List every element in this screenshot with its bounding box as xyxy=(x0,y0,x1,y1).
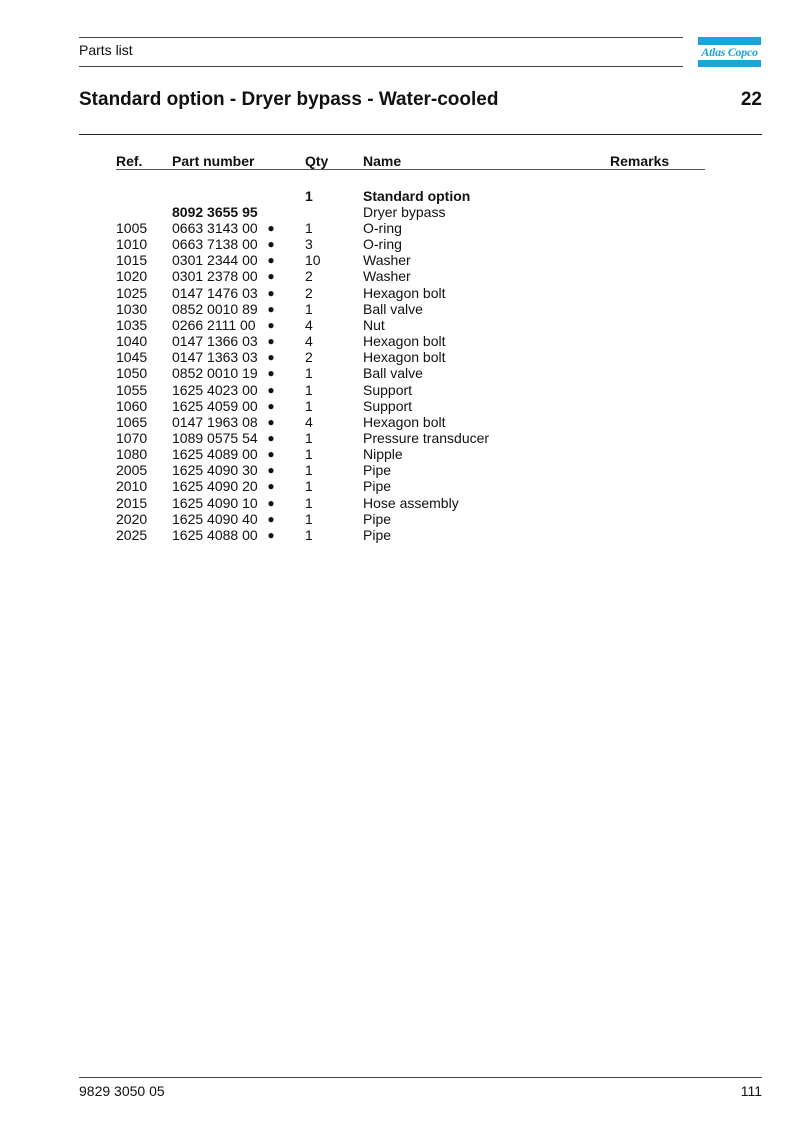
assembly-name: Dryer bypass xyxy=(363,204,446,220)
qty-cell: 4 xyxy=(305,333,313,350)
ref-cell: 1060 xyxy=(116,397,148,414)
table-row xyxy=(0,446,800,462)
ref-cell: 1030 xyxy=(116,300,148,317)
header-top-rule xyxy=(79,37,683,38)
part-number-cell: 0301 2344 00 xyxy=(172,252,258,269)
table-row xyxy=(0,414,800,430)
name-cell: O-ring xyxy=(363,220,402,236)
name-cell: Nipple xyxy=(363,446,403,463)
bullet-icon: ● xyxy=(267,527,275,542)
bullet-icon: ● xyxy=(267,317,275,332)
name-cell: Pipe xyxy=(363,526,392,543)
ref-cell: 1040 xyxy=(116,333,148,350)
part-number-cell: 0147 1963 08 xyxy=(172,413,258,430)
name-cell: Hexagon bolt xyxy=(363,349,446,366)
table-row xyxy=(0,236,800,252)
table-row xyxy=(0,252,800,268)
qty-cell: 1 xyxy=(305,510,313,527)
ref-cell: 1065 xyxy=(116,413,148,430)
name-cell: Hexagon bolt xyxy=(363,284,446,301)
footer-rule xyxy=(79,1077,762,1078)
qty-cell: 1 xyxy=(305,300,313,317)
qty-cell: 1 xyxy=(305,494,313,511)
qty-cell: 1 xyxy=(305,478,313,495)
bullet-icon: ● xyxy=(267,398,275,413)
ref-cell: 1035 xyxy=(116,316,148,333)
table-row xyxy=(0,495,800,511)
ref-cell: 2010 xyxy=(116,478,148,495)
table-row xyxy=(0,511,800,527)
qty-cell: 2 xyxy=(305,349,313,366)
name-cell: Pipe xyxy=(363,478,392,495)
qty-cell: 1 xyxy=(305,397,313,414)
part-number-cell: 1089 0575 54 xyxy=(172,429,258,446)
assembly-row xyxy=(0,204,800,220)
ref-cell: 1010 xyxy=(116,236,148,253)
ref-cell: 2005 xyxy=(116,462,148,479)
bullet-icon: ● xyxy=(267,511,275,526)
qty-cell: 3 xyxy=(305,236,313,253)
name-cell: Nut xyxy=(363,316,385,333)
table-row xyxy=(0,462,800,478)
qty-cell: 1 xyxy=(305,526,313,543)
part-number-cell: 0663 7138 00 xyxy=(172,236,258,253)
page-title: Standard option - Dryer bypass - Water-cooled xyxy=(79,89,499,110)
part-number-cell: 0663 3143 00 xyxy=(172,220,258,236)
bullet-icon: ● xyxy=(267,269,275,284)
ref-cell: 1080 xyxy=(116,446,148,463)
table-header-rule xyxy=(116,169,705,170)
table-row xyxy=(0,398,800,414)
bullet-icon: ● xyxy=(267,366,275,381)
qty-cell: 10 xyxy=(305,252,321,269)
bullet-icon: ● xyxy=(267,301,275,316)
table-row xyxy=(0,268,800,284)
table-row xyxy=(0,285,800,301)
bullet-icon: ● xyxy=(267,334,275,349)
table-row xyxy=(0,527,800,543)
column-header-part-number: Part number xyxy=(172,153,255,169)
part-number-cell: 0301 2378 00 xyxy=(172,268,258,285)
name-cell: Hexagon bolt xyxy=(363,413,446,430)
qty-cell: 1 xyxy=(305,462,313,479)
bullet-icon: ● xyxy=(267,350,275,365)
ref-cell: 1005 xyxy=(116,220,148,236)
bullet-icon: ● xyxy=(267,221,275,235)
name-cell: Ball valve xyxy=(363,365,423,382)
part-number-cell: 0147 1366 03 xyxy=(172,333,258,350)
ref-cell: 1025 xyxy=(116,284,148,301)
logo-band-bottom xyxy=(698,60,761,67)
ref-cell: 1015 xyxy=(116,252,148,269)
part-number-cell: 1625 4090 10 xyxy=(172,494,258,511)
bullet-icon: ● xyxy=(267,253,275,268)
name-cell: Support xyxy=(363,397,413,414)
column-header-ref: Ref. xyxy=(116,153,143,169)
name-cell: Ball valve xyxy=(363,300,423,317)
ref-cell: 2015 xyxy=(116,494,148,511)
ref-cell: 2025 xyxy=(116,526,148,543)
part-number-cell: 1625 4088 00 xyxy=(172,526,258,543)
name-cell: O-ring xyxy=(363,236,402,253)
bullet-icon: ● xyxy=(267,382,275,397)
assembly-part-number: 8092 3655 95 xyxy=(172,204,258,220)
part-number-cell: 1625 4090 20 xyxy=(172,478,258,495)
part-number-cell: 1625 4089 00 xyxy=(172,446,258,463)
qty-cell: 1 xyxy=(305,429,313,446)
bullet-icon: ● xyxy=(267,447,275,462)
bullet-icon: ● xyxy=(267,463,275,478)
title-rule xyxy=(79,134,762,135)
ref-cell: 2020 xyxy=(116,510,148,527)
qty-cell: 2 xyxy=(305,284,313,301)
name-cell: Support xyxy=(363,381,413,398)
qty-cell: 1 xyxy=(305,220,313,236)
ref-cell: 1055 xyxy=(116,381,148,398)
name-cell: Pipe xyxy=(363,510,392,527)
table-row xyxy=(0,220,800,236)
qty-cell: 4 xyxy=(305,413,313,430)
table-row xyxy=(0,478,800,494)
name-cell: Pressure transducer xyxy=(363,429,490,446)
ref-cell: 1070 xyxy=(116,429,148,446)
group-row xyxy=(0,188,800,204)
header-bottom-rule xyxy=(79,66,683,67)
document-number: 9829 3050 05 xyxy=(79,1083,165,1099)
ref-cell: 1020 xyxy=(116,268,148,285)
table-row xyxy=(0,317,800,333)
page-number: 111 xyxy=(740,1083,762,1099)
column-header-qty: Qty xyxy=(305,153,329,169)
part-number-cell: 1625 4090 40 xyxy=(172,510,258,527)
part-number-cell: 1625 4059 00 xyxy=(172,397,258,414)
part-number-cell: 0147 1476 03 xyxy=(172,284,258,301)
atlas-copco-logo xyxy=(698,37,761,67)
table-row xyxy=(0,365,800,381)
part-number-cell: 1625 4090 30 xyxy=(172,462,258,479)
table-row xyxy=(0,349,800,365)
bullet-icon: ● xyxy=(267,414,275,429)
bullet-icon: ● xyxy=(267,237,275,252)
section-number: 22 xyxy=(740,89,762,110)
logo-text: Atlas Copco xyxy=(701,45,758,59)
part-number-cell: 0852 0010 19 xyxy=(172,365,258,382)
qty-cell: 1 xyxy=(305,365,313,382)
group-qty: 1 xyxy=(305,188,313,204)
name-cell: Washer xyxy=(363,252,411,269)
bullet-icon: ● xyxy=(267,430,275,445)
bullet-icon: ● xyxy=(267,479,275,494)
group-name: Standard option xyxy=(363,188,471,204)
bullet-icon: ● xyxy=(267,495,275,510)
qty-cell: 4 xyxy=(305,316,313,333)
part-number-cell: 0852 0010 89 xyxy=(172,300,258,317)
table-row xyxy=(0,301,800,317)
name-cell: Washer xyxy=(363,268,411,285)
name-cell: Hose assembly xyxy=(363,494,459,511)
header-label: Parts list xyxy=(79,42,133,58)
table-row xyxy=(0,333,800,349)
qty-cell: 1 xyxy=(305,381,313,398)
table-row xyxy=(0,430,800,446)
part-number-cell: 1625 4023 00 xyxy=(172,381,258,398)
column-header-name: Name xyxy=(363,153,402,169)
qty-cell: 1 xyxy=(305,446,313,463)
part-number-cell: 0147 1363 03 xyxy=(172,349,258,366)
bullet-icon: ● xyxy=(267,285,275,300)
ref-cell: 1045 xyxy=(116,349,148,366)
table-row xyxy=(0,382,800,398)
part-number-cell: 0266 2111 00 xyxy=(172,316,256,333)
column-header-remarks: Remarks xyxy=(610,153,670,169)
name-cell: Hexagon bolt xyxy=(363,333,446,350)
qty-cell: 2 xyxy=(305,268,313,285)
ref-cell: 1050 xyxy=(116,365,148,382)
name-cell: Pipe xyxy=(363,462,392,479)
